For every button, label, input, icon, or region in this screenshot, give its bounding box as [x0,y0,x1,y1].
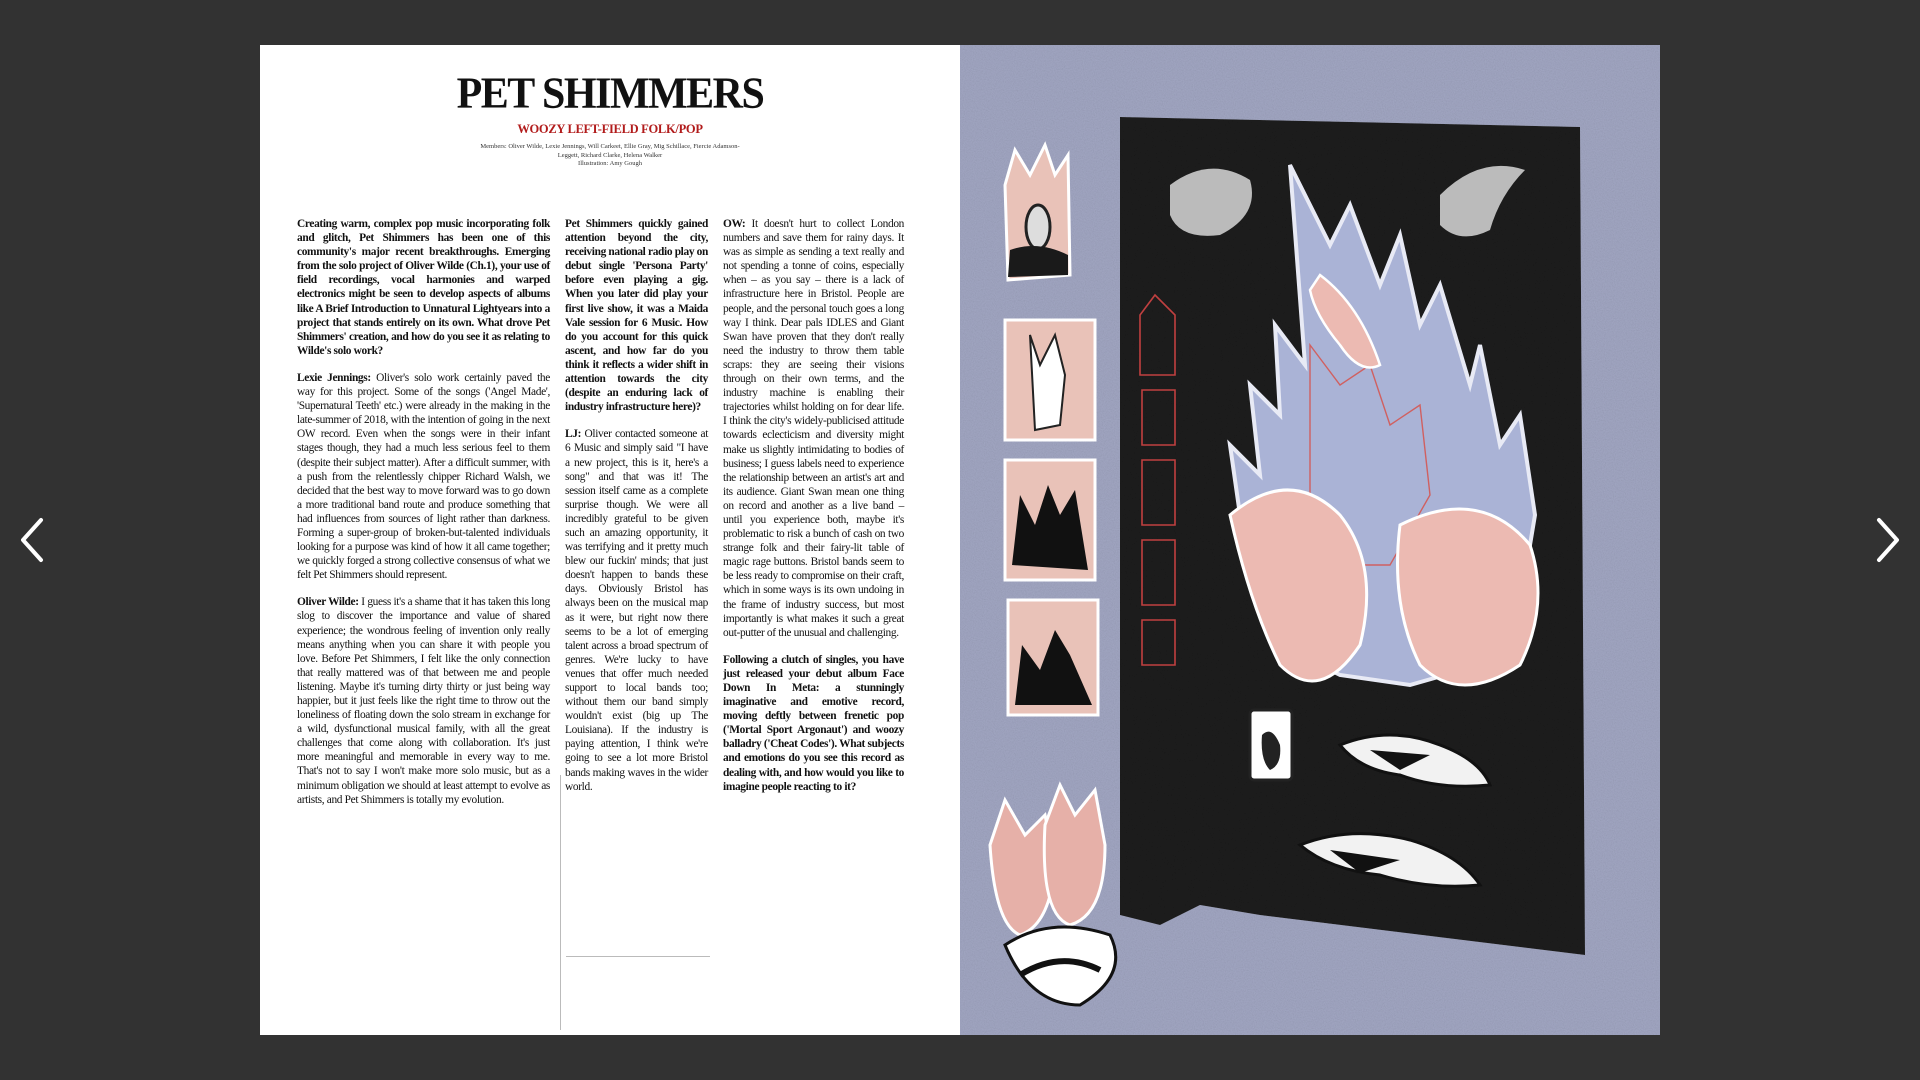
text-column-3 [723,217,904,807]
next-page-button[interactable] [1864,510,1914,570]
illustration-artwork [960,45,1660,1035]
text-column-2 [565,217,708,807]
answer-4: It doesn't hurt to collect London numbers and save them for rainy days. It was as simple as sending a text really and not spending a tonne of coins, especially when – as you say – there is a lack of infrastructure here in Bristol. People are people, and the personal touch goes a long way I think. Dear pals IDLES and Giant Swan have proven that they don't really need the industry to throw them table scraps: they are seeing their visions through on their own terms, and the industry machine is enabling their trajectories whilst holding on for dear life. I think the city's widely-publicised attitude towards eclecticism and diversity might make us slightly intimidating to bodies of business; I guess labels need to experience the relationship between an artist's art and its audience. Giant Swan mean one thing on record and another as a live band – until you experience both, maybe it's problematic to risk a bunch of cash on two strange folk and their fairy-lit table of magic rage buttons. Bristol bands seem to be less ready to compromise on their craft, which in some ways is its own undoing in the frame of industry success, but most importantly is what makes it such a great out-putter of the unusual and challenging. [723,218,905,639]
answer-3: Oliver contacted someone at 6 Music and simply said "I have a new project, this is it, here's a song" and that was it! The session itself came as a complete surprise though. We were all incredibly grateful to be given such an amazing opportunity, it was terrifying and it pretty much blew our fuckin' minds; that just doesn't happen to bands these days. Obviously Bristol has always been on the musical map as it were, but right now there seems to be a lot of emerging talent across a broad spectrum of genres. We're lucky to have venues that offer much needed support to local bands too; without them our band simply wouldn't exist (big up The Louisiana). If the industry is paying attention, I think we're going to see a lot more Bristol bands making waves in the wider world. [565,428,709,793]
speaker-label: LJ: [565,428,582,441]
text-column-1 [297,217,550,820]
article-credits [470,143,750,169]
answer-1: Oliver's solo work certainly paved the way for this project. Some of the songs ('Angel Made', 'Supernatural Teeth' etc.) were already in the making in the late-summer of 2018, with the intention of going in the next OW record. Even when the songs were in their infant stages though, they had a much less serious feel to them (despite their subject matter). After a difficult summer, with a push from the relentlessly chipper Richard Walsh, we decided that the best way to move forward was to go down a more traditional band route and produce something that had influences from sources of light rather than darkness. Forming a super-group of broken-but-talented individuals looking for a purpose was kind of how it all came together; we quickly forged a strong collective consensus of what we felt Pet Shimmers should represent. [297,371,550,582]
pink-hand [1398,509,1539,685]
chevron-left-icon [17,516,45,564]
article-page [260,45,960,1035]
illustration-page [960,45,1660,1035]
column-divider [560,775,561,1030]
question-3: Following a clutch of singles, you have just released your debut album Face Down In Meta: a stunningly imaginative and emotive record, moving deftly between frenetic pop ('Mortal Sport Argonaut') and woozy balladry ('Cheat Codes'). What subjects and emotions do you see this record as dealing with, and how would you like to imagine people reacting to it? [723,653,904,793]
question-1: Creating warm, complex pop music incorporating folk and glitch, Pet Shimmers has been one of this community's major recent breakthroughs. Emerging from the solo project of Oliver Wilde (Ch.1), your use of field recordings, vocal harmonies and warped electronics might be seen to develop aspects of albums like A Brief Introduction to Unnatural Lightyears into a project that stands entirely on its own. What drove Pet Shimmers' creation, and how do you see it as relating to Wilde's solo work? [297,218,550,357]
speaker-label: OW: [723,218,746,230]
article-subtitle: WOOZY LEFT-FIELD FOLK/POP [517,122,703,136]
illustration-credit: Illustration: Amy Gough [578,160,642,167]
magazine-spread [260,45,1660,1035]
answer-2: I guess it's a shame that it has taken this long slog to discover the importance and value of shared experience; the wondrous feeling of invention only really means anything when you can share it with people you love. Before Pet Shimmers, I felt like the only connection that really mattered was of that between me and people listening. Maybe it's turning dirty thirty or just being way happier, but it just feels like the right time to throw out the loneliness of floating down the solo stream in exchange for a wild, dysfunctional musical family, with all the great challenges that come along with collaboration. It's just more meaningful and memorable in every way to me. That's not to say I won't make more solo music, but as a minimum obligation we should at least attempt to evolve as artists, and Pet Shimmers is totally my evolution. [297,596,550,806]
speaker-label: Oliver Wilde: [297,596,359,609]
members-credit: Members: Oliver Wilde, Lexie Jennings, Will Carkeet, Ellie Gray, Mig Schillace, Fiercie Adamson-Leggett, Richard Clarke, Helena Walker [480,143,740,159]
previous-page-button[interactable] [6,510,56,570]
chevron-right-icon [1875,516,1903,564]
speaker-label: Lexie Jennings: [297,371,371,384]
question-2: Pet Shimmers quickly gained attention beyond the city, receiving national radio play on debut single 'Persona Party' before even playing a gig. When you later did play your first live show, it was a Maida Vale session for 6 Music. How do you account for this quick ascent, and how far do you think it reflects a wider shift in attention towards the city (despite an enduring lack of industry infrastructure here)? [565,218,709,414]
article-title: PET SHIMMERS [456,69,764,119]
column-end-rule [566,956,710,957]
